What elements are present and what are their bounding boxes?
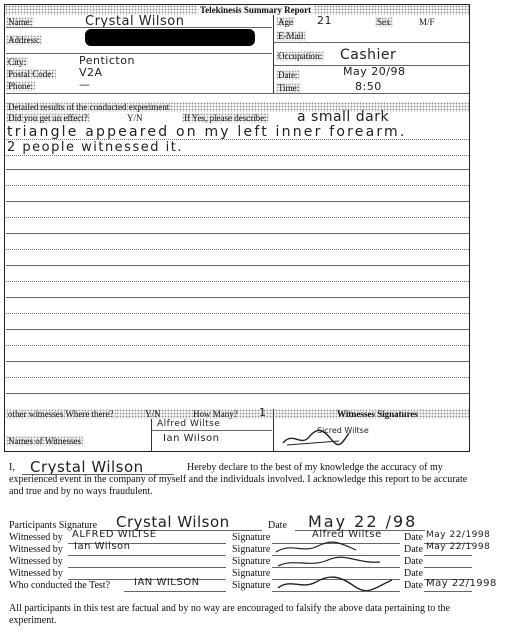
participant-signature-value[interactable]: Crystal Wilson [116,513,230,531]
how-many-value[interactable]: 1 [259,406,267,419]
effect-answer[interactable]: Y/N [127,113,143,123]
email-label: E-Mail [278,31,304,41]
sex-label: Sex [377,17,391,27]
city-label: City: [8,57,27,67]
occupation-value[interactable]: Cashier [340,47,397,63]
age-value[interactable]: 21 [317,14,332,27]
witness-signatures-label: Witnesses Signatures [337,409,418,419]
date-label: Date [404,532,423,543]
other-witnesses-question: other witnesses Where there? [8,409,114,419]
description-line-3[interactable]: 2 people witnessed it. [7,140,183,155]
witness-name-2[interactable]: Ian Wilson [163,433,220,444]
witness-signature-scribble [279,421,409,451]
description-line-1[interactable]: a small dark [297,109,390,125]
phone-value[interactable]: — [79,78,91,91]
declaration-name[interactable]: Crystal Wilson [30,458,144,476]
describe-label: If Yes, please describe: [184,113,267,123]
witness-signature-scribble [272,540,392,556]
name-label: Name: [8,17,32,27]
witnessed-by-label: Witnessed by [9,568,63,579]
participant-signature-label: Participants Signature [9,520,98,531]
redaction-bar [85,29,255,46]
signature-label: Signature [232,556,271,567]
signature-label: Signature [232,568,271,579]
date-label: Date [404,556,423,567]
postal-value[interactable]: V2A [79,66,103,79]
conductor-date[interactable]: May 22/1998 [426,578,497,589]
sex-value[interactable]: M/F [419,17,435,27]
declaration-text: Hereby declare to the best of my knowledge the accuracy of my experienced event in the company of myself and the individuals involved. I acknowledge this report to be accurate and true and by no ways fraudulent. [9,462,468,497]
description-line-2[interactable]: triangle appeared on my left inner forearm. [7,124,407,140]
how-many-label: How Many? [193,409,238,419]
names-of-witnesses-label: Names of Witnesses [8,436,81,446]
witness-date[interactable]: May 22/1998 [426,542,491,552]
phone-label: Phone: [8,81,34,91]
declaration-prefix: I, [9,462,15,473]
date-label: Date [404,580,423,591]
witness-name-1[interactable]: Alfred Wiltse [157,419,221,429]
witnessed-by-label: Witnessed by [9,532,63,543]
name-value[interactable]: Crystal Wilson [85,14,185,29]
occupation-label: Occupation: [278,51,322,61]
report-form [4,4,470,452]
time-value[interactable]: 8:50 [355,80,382,93]
address-label: Address: [8,35,40,45]
witness-date[interactable]: May 22/1998 [426,530,491,540]
witnessed-by-name[interactable]: Ian Wilson [74,541,131,552]
witness-signature[interactable]: Alfred Wiltse [312,529,382,540]
date-label: Date [404,568,423,579]
participant-date-label: Date [268,520,287,531]
postal-label: Postal Code: [8,69,54,79]
footer-note: All participants in this test are factual and by no way are encouraged to falsify the above data pertaining to the experiment. [9,603,450,626]
conductor-signature-scribble [274,574,400,592]
svg-text:Sicred Wiltse: Sicred Wiltse [317,426,369,435]
conductor-label: Who conducted the Test? [9,580,111,591]
witnessed-by-name[interactable]: ALFRED WILTSE [72,529,157,540]
city-value[interactable]: Penticton [79,54,135,67]
experiment-section-title: Detailed results of the conducted experiment [8,102,170,112]
participant-date-value[interactable]: May 22 /98 [308,512,418,531]
signature-label: Signature [232,544,271,555]
witnessed-by-label: Witnessed by [9,556,63,567]
conductor-name[interactable]: IAN WILSON [134,577,200,588]
witnessed-by-label: Witnessed by [9,544,63,555]
age-label: Age [278,17,293,27]
signature-label: Signature [232,532,271,543]
other-witnesses-answer[interactable]: Y/N [145,409,161,419]
effect-question: Did you get an effect? [8,113,88,123]
signature-label: Signature [232,580,271,591]
date-value[interactable]: May 20/98 [343,65,406,78]
form-title: Telekinesis Summary Report [200,5,312,15]
time-label: Time: [278,83,300,93]
date-label: Date: [278,70,298,80]
date-label: Date [404,544,423,555]
